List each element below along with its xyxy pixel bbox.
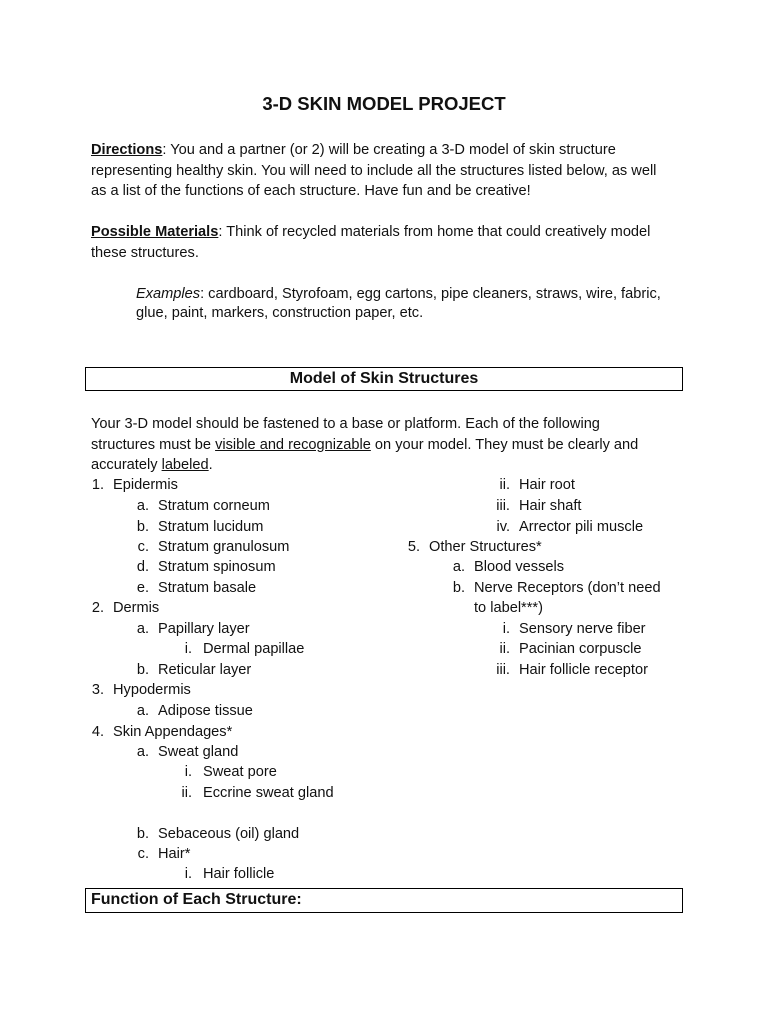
list-item: Stratum spinosum [158, 559, 276, 575]
list-roman: iii. [496, 661, 510, 678]
list-item: Reticular layer [158, 661, 252, 678]
list-item: Blood vessels [474, 559, 565, 575]
directions-text-1: : You and a partner (or 2) will be creating a 3-D model of skin structure [162, 142, 616, 158]
page-title: 3-D SKIN MODEL PROJECT [262, 93, 506, 114]
list-item: Adipose tissue [158, 703, 253, 719]
list-letter: c. [137, 846, 149, 862]
model-intro-line-3 [91, 455, 691, 475]
function-header: Function of Each Structure: [91, 891, 302, 908]
list-item: Stratum granulosum [158, 539, 290, 555]
list-letter: b. [136, 518, 149, 535]
directions-line-1 [91, 140, 691, 160]
materials-label: Possible Materials [91, 224, 219, 240]
list-item: Sweat pore [203, 764, 277, 780]
list-item: Sebaceous (oil) gland [158, 825, 300, 842]
function-header-box [85, 888, 683, 913]
list-letter: a. [136, 498, 149, 514]
list-letter: b. [136, 825, 149, 842]
list-item: Sensory nerve fiber [519, 621, 646, 637]
list-roman: ii. [499, 477, 510, 493]
labeled-text: labeled [161, 457, 209, 473]
list-item: Hair root [519, 477, 575, 493]
list-item: Dermis [113, 600, 160, 616]
examples-text-1: : cardboard, Styrofoam, egg cartons, pipe cleaners, straws, wire, fabric, [200, 286, 661, 302]
list-number: 4. [91, 723, 104, 740]
directions-line-3: as a list of the functions of each structure. Have fun and be creative! [91, 183, 531, 199]
list-item: Arrector pili muscle [519, 518, 644, 535]
list-item: Stratum corneum [158, 498, 270, 514]
directions-label: Directions [91, 142, 163, 158]
list-roman: ii. [181, 784, 192, 801]
list-letter: e. [136, 579, 149, 596]
list-item: Eccrine sweat gland [203, 784, 334, 801]
list-letter: c. [137, 539, 149, 555]
list-item: Hair shaft [519, 498, 582, 514]
list-roman: ii. [499, 641, 510, 657]
model-intro-text: on your model. They must be clearly and [370, 436, 639, 453]
list-number: 1. [91, 477, 104, 493]
list-item: Stratum basale [158, 579, 257, 596]
list-letter: a. [452, 559, 465, 575]
list-roman: i. [184, 764, 192, 780]
model-intro-text: accurately [91, 457, 162, 473]
list-item: Papillary layer [158, 621, 250, 637]
examples-label: Examples [136, 286, 201, 302]
list-letter: a. [136, 744, 149, 760]
list-item: Nerve Receptors (don’t need [474, 579, 661, 596]
list-roman: iv. [496, 518, 510, 535]
model-intro-text: structures must be [91, 436, 216, 453]
examples-line-1 [136, 284, 661, 304]
list-item: Epidermis [113, 477, 178, 493]
list-letter: d. [136, 559, 149, 575]
list-number: 3. [91, 682, 104, 698]
list-letter: b. [452, 579, 465, 596]
list-number: 2. [91, 600, 104, 616]
examples-line-2: glue, paint, markers, construction paper, etc. [136, 305, 424, 321]
list-item: Hair* [158, 846, 191, 862]
list-item: Pacinian corpuscle [519, 641, 642, 657]
list-roman: i. [184, 866, 192, 882]
model-intro-line-1: Your 3-D model should be fastened to a base or platform. Each of the following [91, 416, 600, 432]
list-roman: i. [184, 641, 192, 657]
list-letter: a. [136, 703, 149, 719]
section-header: Model of Skin Structures [289, 370, 479, 387]
list-roman: i. [502, 621, 510, 637]
model-intro-text: . [208, 457, 213, 473]
list-number: 5. [407, 539, 420, 555]
visible-recognizable-text: visible and recognizable [215, 436, 371, 453]
materials-line-1 [91, 222, 691, 242]
list-letter: b. [136, 661, 149, 678]
list-item: Dermal papillae [203, 641, 305, 657]
list-item: Other Structures* [429, 539, 542, 555]
materials-line-2: these structures. [91, 244, 199, 261]
directions-line-2: representing healthy skin. You will need to include all the structures listed below, as well [91, 162, 657, 179]
list-item: Stratum lucidum [158, 518, 264, 535]
materials-text-1: : Think of recycled materials from home that could creatively model [218, 224, 651, 240]
list-item-continued: to label***) [474, 600, 543, 616]
list-roman: iii. [496, 498, 510, 514]
list-item: Hair follicle [203, 866, 275, 882]
list-item: Sweat gland [158, 744, 239, 760]
model-intro-line-2 [91, 435, 691, 455]
list-letter: a. [136, 621, 149, 637]
section-header-box [85, 367, 683, 391]
list-item: Hair follicle receptor [519, 661, 648, 678]
list-item: Skin Appendages* [113, 723, 233, 740]
list-item: Hypodermis [113, 682, 191, 698]
